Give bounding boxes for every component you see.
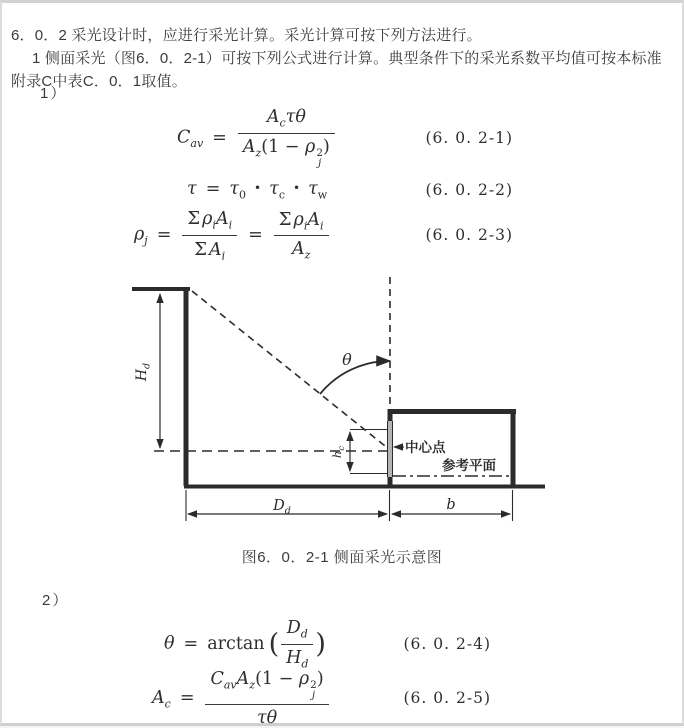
side-lighting-diagram: [2, 271, 684, 533]
b-label: b: [446, 497, 456, 513]
formula-row-6-0-2-3: [2, 207, 682, 263]
center-point-label: 中心点: [405, 440, 446, 455]
equation-number-6-0-2-5: (6. 0. 2-5): [403, 689, 491, 707]
formula-row-6-0-2-5: [2, 669, 682, 727]
equation-number-6-0-2-2: (6. 0. 2-2): [425, 181, 513, 199]
formula-expression-theta: θ = arctan ( $\frac{D_d}{H_d}$ ): [164, 618, 326, 670]
window-glazing: [388, 421, 393, 477]
formula-expression-tau: $\tau = \tau_0$ • $\tau_c$ • $\tau_w$: [187, 178, 328, 202]
list-marker-2: 2）: [42, 592, 70, 609]
equation-number-6-0-2-1: (6. 0. 2-1): [425, 129, 513, 147]
diagram-structures: [132, 277, 545, 521]
formula-row-6-0-2-1: [2, 107, 682, 169]
Dd-label: $D_d$: [273, 498, 291, 517]
formula-row-6-0-2-4: [2, 615, 682, 673]
paragraph-side-lighting: 1 侧面采光（图6．0．2-1）可按下列公式进行计算。典型条件下的采光系数平均值可按本标准附录C中表C．0．1取值。: [11, 50, 662, 90]
sight-line-dashed: [192, 291, 390, 450]
equation-number-6-0-2-3: (6. 0. 2-3): [425, 226, 513, 244]
hc-label: $h_c$: [330, 445, 347, 459]
formula-row-6-0-2-2: [2, 175, 682, 205]
equation-number-6-0-2-4: (6. 0. 2-4): [403, 635, 491, 653]
list-marker-1: 1）: [40, 85, 68, 102]
formula-expression-cav: $C_{av}$ = $A_c\tau\theta$ $A_z(1 - \rho$ 2 j ): [177, 107, 337, 169]
formula-expression-ac: $A_c$ = $C_{av}A_z(1 - \rho$ 2 j ) τθ: [152, 669, 331, 728]
figure-caption: 图6．0．2-1 侧面采光示意图: [241, 549, 443, 566]
Hd-label: $H_d$: [134, 362, 153, 382]
reference-plane-label: 参考平面: [442, 458, 496, 473]
formula-expression-rho: $\rho_j$ = $\frac{\Sigma \rho_iA_i}{\Sigma A_i}$ = $\frac{\Sigma \rho_iA_i}{A_z}$: [134, 208, 331, 262]
paragraph-6-0-2: 6．0．2 采光设计时，应进行采光计算。采光计算可按下列方法进行。: [11, 27, 482, 44]
theta-label: θ: [342, 350, 352, 369]
theta-angle-arc: [320, 361, 390, 394]
